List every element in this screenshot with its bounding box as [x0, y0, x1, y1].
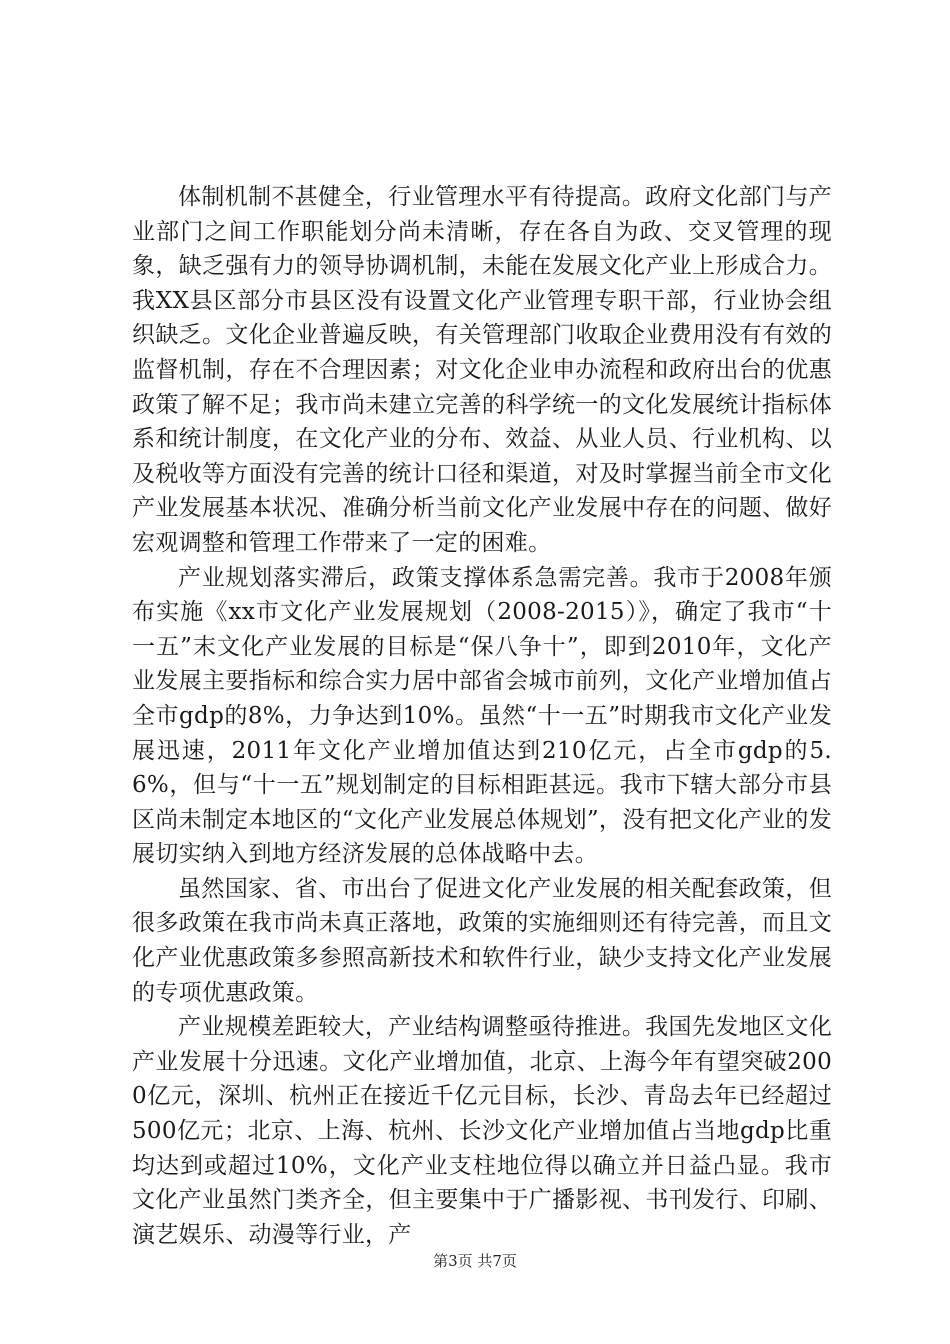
- page-number-footer: 第3页 共7页: [433, 1252, 517, 1270]
- paragraph-industry-scale: 产业规模差距较大，产业结构调整亟待推进。我国先发地区文化产业发展十分迅速。文化产业增加值，北京、上海今年有望突破2000亿元，深圳、杭州正在接近千亿元目标，长沙、青岛去年已经超过500亿元；北京、上海、杭州、长沙文化产业增加值占当地gdp比重均达到或超过10%，文化产业支柱地位得以确立并日益凸显。我市文化产业虽然门类齐全，但主要集中于广播影视、书刊发行、印刷、演艺娱乐、动漫等行业，产: [132, 1014, 832, 1248]
- paragraph-institutional-mechanisms: 体制机制不甚健全，行业管理水平有待提高。政府文化部门与产业部门之间工作职能划分尚未清晰，存在各自为政、交叉管理的现象，缺乏强有力的领导协调机制，未能在发展文化产业上形成合力。我XX县区部分市县区没有设置文化产业管理专职干部，行业协会组织缺乏。文化企业普遍反映，有关管理部门收取企业费用没有有效的监督机制，存在不合理因素；对文化企业申办流程和政府出台的优惠政策了解不足；我市尚未建立完善的科学统一的文化发展统计指标体系和统计制度，在文化产业的分布、效益、从业人员、行业机构、以及税收等方面没有完善的统计口径和渠道，对及时掌握当前全市文化产业发展基本状况、准确分析当前文化产业发展中存在的问题、做好宏观调整和管理工作带来了一定的困难。: [132, 184, 832, 556]
- paragraph-industry-planning: 产业规划落实滞后，政策支撑体系急需完善。我市于2008年颁布实施《xx市文化产业发展规划（2008-2015）》，确定了我市“十一五”末文化产业发展的目标是“保八争十”，即到2010年，文化产业发展主要指标和综合实力居中部省会城市前列，文化产业增加值占全市gdp的8%，力争达到10%。虽然“十一五”时期我市文化产业发展迅速，2011年文化产业增加值达到210亿元，占全市gdp的5.6%，但与“十一五”规划制定的目标相距甚远。我市下辖大部分市县区尚未制定本地区的“文化产业发展总体规划”，没有把文化产业的发展切实纳入到地方经济发展的总体战略中去。: [132, 564, 832, 868]
- document-body: [132, 180, 832, 1252]
- paragraph-policy-support: 虽然国家、省、市出台了促进文化产业发展的相关配套政策，但很多政策在我市尚未真正落地，政策的实施细则还有待完善，而且文化产业优惠政策多参照高新技术和软件行业，缺少支持文化产业发展的专项优惠政策。: [132, 875, 832, 1006]
